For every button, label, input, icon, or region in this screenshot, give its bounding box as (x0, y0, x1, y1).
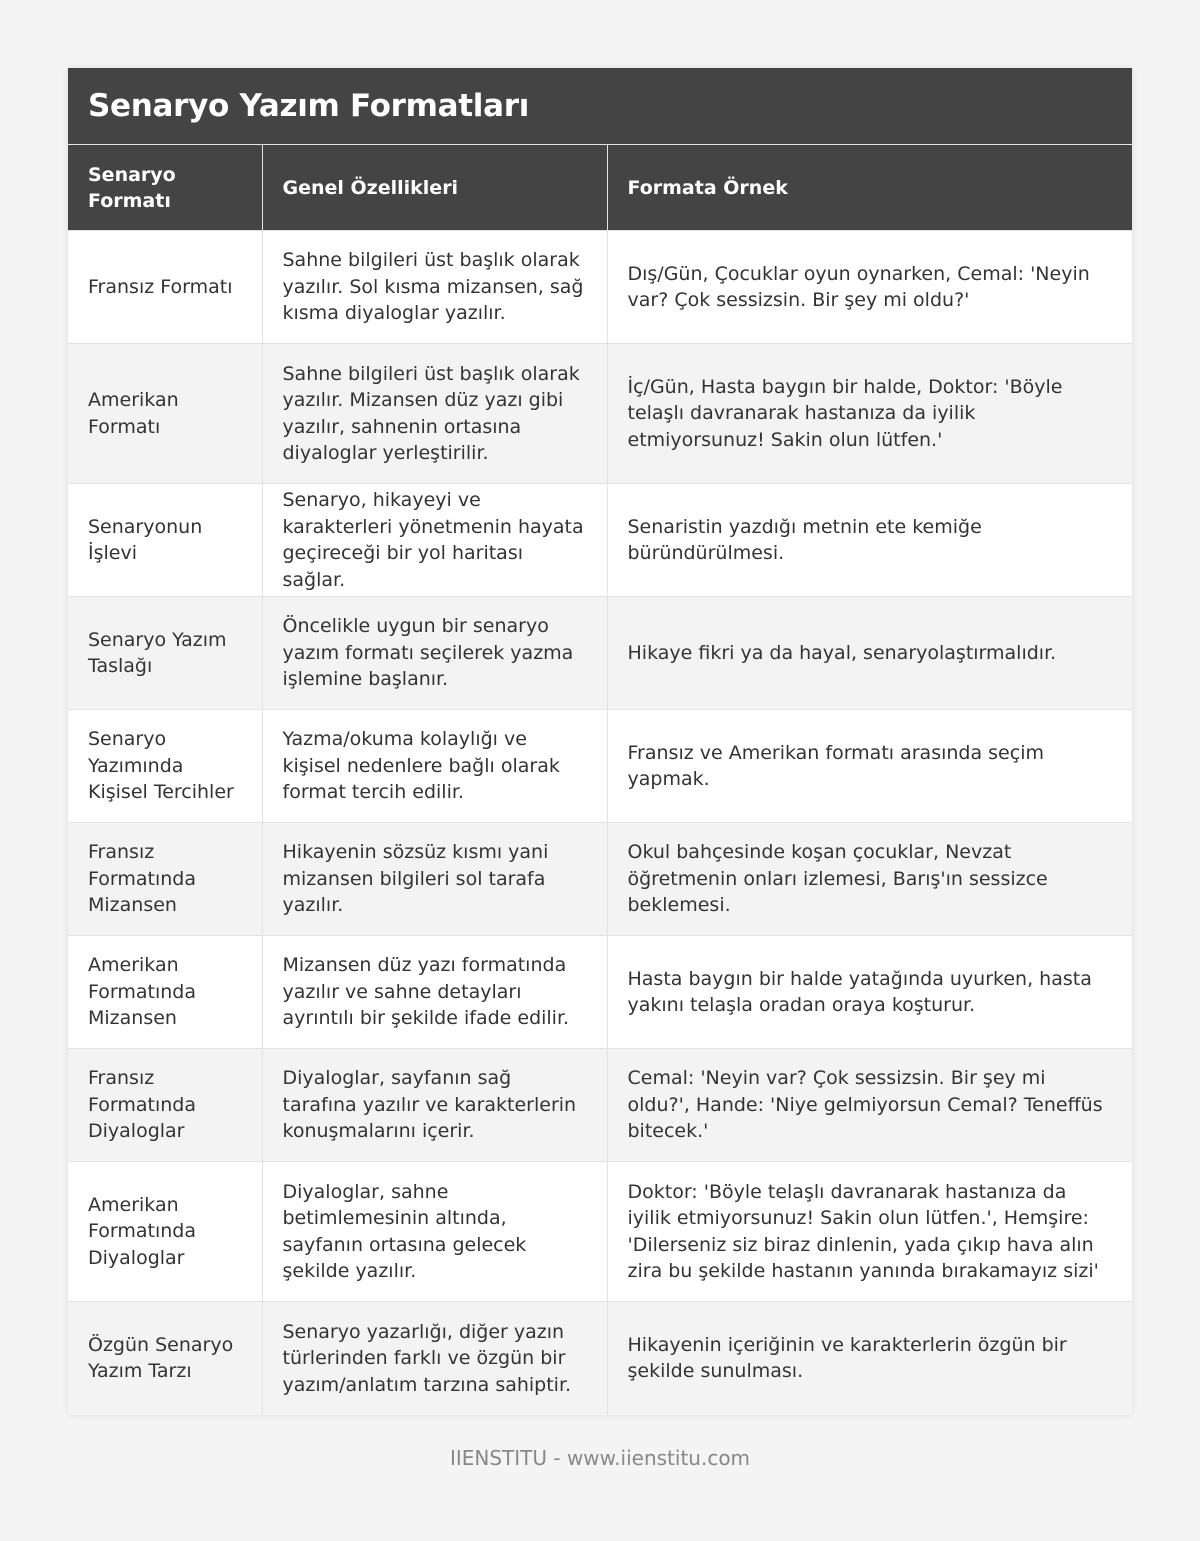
cell-features: Diyaloglar, sahne betimlemesinin altında, sayfanın ortasına gelecek şekilde yazılır. (262, 1162, 607, 1302)
cell-example: Hikayenin içeriğinin ve karakterlerin özgün bir şekilde sunulması. (607, 1302, 1132, 1415)
cell-example: Hikaye fikri ya da hayal, senaryolaştırmalıdır. (607, 597, 1132, 710)
cell-features: Senaryo yazarlığı, diğer yazın türlerinden farklı ve özgün bir yazım/anlatım tarzına sahiptir. (262, 1302, 607, 1415)
table-row (68, 710, 1132, 823)
cell-format: Senaryonun İşlevi (68, 484, 262, 597)
cell-example: Fransız ve Amerikan formatı arasında seçim yapmak. (607, 710, 1132, 823)
cell-format: Senaryo Yazımında Kişisel Tercihler (68, 710, 262, 823)
footer-credit: IIENSTITU - www.iienstitu.com (449, 1446, 751, 1470)
cell-format: Fransız Formatı (68, 231, 262, 344)
page-title: Senaryo Yazım Formatları (88, 88, 530, 124)
cell-format: Fransız Formatında Diyaloglar (68, 1049, 262, 1162)
cell-format: Amerikan Formatı (68, 344, 262, 484)
cell-example: Hasta baygın bir halde yatağında uyurken, hasta yakını telaşla oradan oraya koşturur. (607, 936, 1132, 1049)
cell-features: Hikayenin sözsüz kısmı yani mizansen bilgileri sol tarafa yazılır. (262, 823, 607, 936)
header-example: Formata Örnek (607, 145, 1132, 231)
table-row (68, 231, 1132, 344)
cell-features: Diyaloglar, sayfanın sağ tarafına yazılır ve karakterlerin konuşmalarını içerir. (262, 1049, 607, 1162)
cell-example: Senaristin yazdığı metnin ete kemiğe büründürülmesi. (607, 484, 1132, 597)
title-bar (68, 68, 1132, 144)
cell-format: Özgün Senaryo Yazım Tarzı (68, 1302, 262, 1415)
header-features: Genel Özellikleri (262, 145, 607, 231)
table-row (68, 484, 1132, 597)
table-header-row (68, 145, 1132, 231)
cell-example: İç/Gün, Hasta baygın bir halde, Doktor: 'Böyle telaşlı davranarak hastanıza da iyilik etmiyorsunuz! Sakin olun lütfen.' (607, 344, 1132, 484)
table-card (68, 68, 1132, 1415)
formats-table (68, 144, 1132, 1415)
cell-example: Dış/Gün, Çocuklar oyun oynarken, Cemal: 'Neyin var? Çok sessizsin. Bir şey mi oldu?' (607, 231, 1132, 344)
cell-features: Mizansen düz yazı formatında yazılır ve sahne detayları ayrıntılı bir şekilde ifade edilir. (262, 936, 607, 1049)
table-row (68, 823, 1132, 936)
cell-format: Amerikan Formatında Mizansen (68, 936, 262, 1049)
cell-example: Doktor: 'Böyle telaşlı davranarak hastanıza da iyilik etmiyorsunuz! Sakin olun lütfen.', Hemşire: 'Dilerseniz siz biraz dinlenin, yada çıkıp hava alın zira bu şekilde hastanın yanında bırakamayız sizi' (607, 1162, 1132, 1302)
table-row (68, 597, 1132, 710)
table-row (68, 1049, 1132, 1162)
table-row (68, 1302, 1132, 1415)
table-row (68, 936, 1132, 1049)
header-format: Senaryo Formatı (68, 145, 262, 231)
cell-features: Sahne bilgileri üst başlık olarak yazılır. Sol kısma mizansen, sağ kısma diyaloglar yazılır. (262, 231, 607, 344)
cell-features: Senaryo, hikayeyi ve karakterleri yönetmenin hayata geçireceği bir yol haritası sağlar. (262, 484, 607, 597)
cell-format: Senaryo Yazım Taslağı (68, 597, 262, 710)
table-row (68, 1162, 1132, 1302)
cell-features: Yazma/okuma kolaylığı ve kişisel nedenlere bağlı olarak format tercih edilir. (262, 710, 607, 823)
table-row (68, 344, 1132, 484)
cell-features: Sahne bilgileri üst başlık olarak yazılır. Mizansen düz yazı gibi yazılır, sahnenin ortasına diyaloglar yerleştirilir. (262, 344, 607, 484)
cell-features: Öncelikle uygun bir senaryo yazım formatı seçilerek yazma işlemine başlanır. (262, 597, 607, 710)
cell-format: Amerikan Formatında Diyaloglar (68, 1162, 262, 1302)
cell-example: Cemal: 'Neyin var? Çok sessizsin. Bir şey mi oldu?', Hande: 'Niye gelmiyorsun Cemal? Teneffüs bitecek.' (607, 1049, 1132, 1162)
cell-format: Fransız Formatında Mizansen (68, 823, 262, 936)
cell-example: Okul bahçesinde koşan çocuklar, Nevzat öğretmenin onları izlemesi, Barış'ın sessizce beklemesi. (607, 823, 1132, 936)
